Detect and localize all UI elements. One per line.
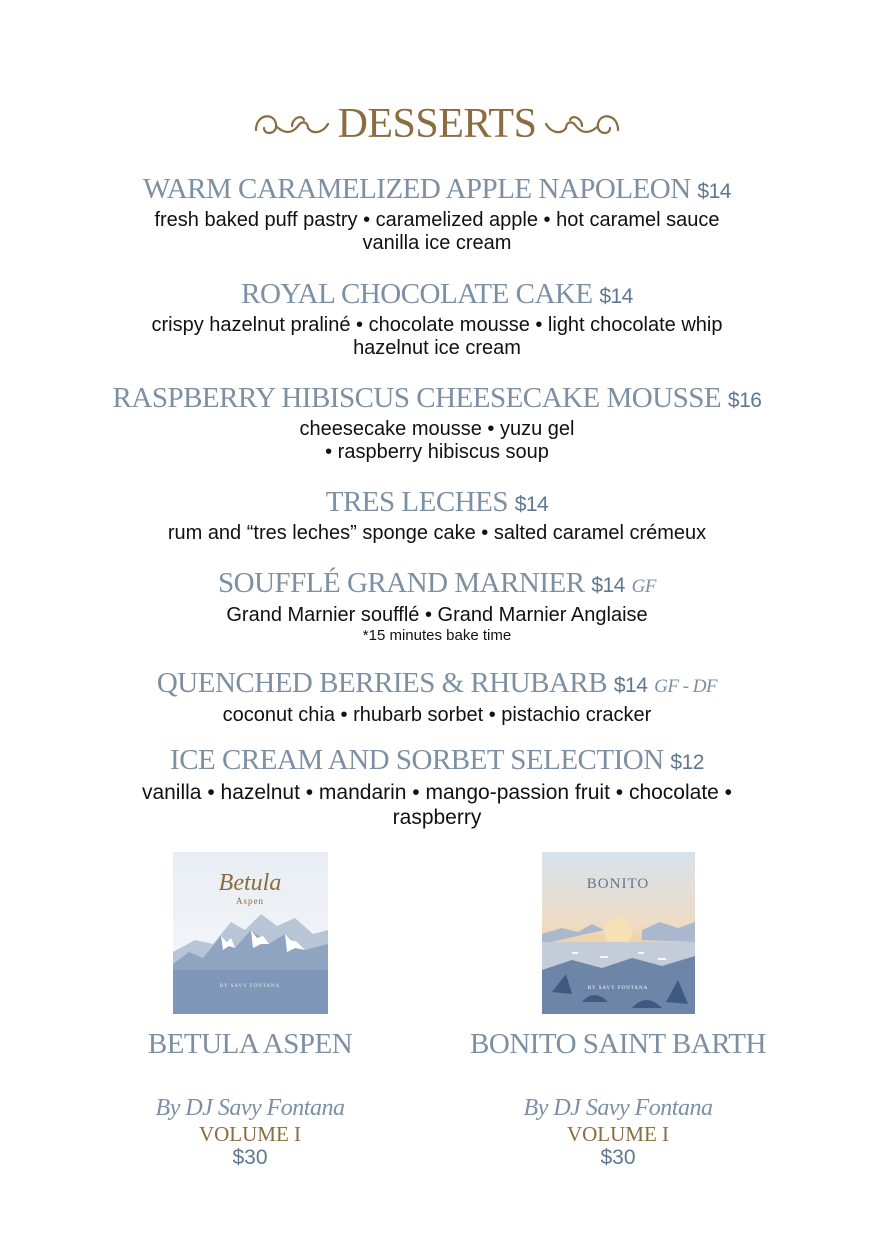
album-price: $30 — [232, 1146, 268, 1169]
dietary-tag: GF — [631, 576, 656, 597]
album-title: BONITO SAINT BARTH — [470, 1028, 766, 1060]
item-price: $14 — [599, 285, 633, 308]
album-cover — [173, 852, 328, 1014]
album-artist: By DJ Savy Fontana — [523, 1095, 713, 1121]
item-description: coconut chia • rhubarb sorbet • pistachio cracker — [222, 704, 652, 726]
album-title: BETULA ASPEN — [147, 1028, 353, 1060]
item-price: $14 — [514, 493, 549, 516]
cover-logo: BONITO — [586, 876, 650, 892]
album-betula — [90, 852, 410, 1170]
dietary-tag: GF - DF — [654, 676, 718, 697]
item-description: rum and “tres leches” sponge cake • salted caramel crémeux — [167, 522, 707, 544]
cover-credit: BY SAVY FONTANA — [219, 984, 281, 989]
menu-item — [0, 485, 874, 545]
item-note: *15 minutes bake time — [362, 627, 512, 644]
cover-subtitle: Aspen — [236, 896, 264, 906]
item-title: ROYAL CHOCOLATE CAKE — [241, 278, 593, 310]
item-description: cheesecake mousse • yuzu gel — [299, 418, 575, 440]
menu-item — [0, 666, 874, 727]
cover-logo: Betula — [218, 870, 282, 896]
item-title: WARM CARAMELIZED APPLE NAPOLEON — [143, 173, 691, 205]
item-description: raspberry — [392, 806, 482, 829]
album-artist: By DJ Savy Fontana — [155, 1095, 345, 1121]
menu-item — [0, 381, 874, 464]
item-title: SOUFFLÉ GRAND MARNIER — [218, 567, 585, 599]
menu-item — [0, 277, 874, 360]
cover-credit: BY SAVY FONTANA — [587, 986, 649, 991]
item-price: $14 — [613, 674, 648, 697]
item-price: $12 — [670, 751, 704, 774]
album-bonito — [448, 852, 788, 1170]
item-title: QUENCHED BERRIES & RHUBARB — [156, 667, 608, 699]
album-volume: VOLUME I — [566, 1122, 670, 1146]
item-description: hazelnut ice cream — [353, 337, 521, 359]
album-volume: VOLUME I — [198, 1122, 302, 1146]
album-cover — [542, 852, 695, 1014]
item-price: $16 — [727, 389, 762, 412]
menu-item — [0, 743, 874, 830]
item-title: RASPBERRY HIBISCUS CHEESECAKE MOUSSE — [112, 382, 722, 414]
item-description: vanilla ice cream — [362, 232, 512, 254]
item-title: TRES LECHES — [325, 486, 508, 518]
item-description: Grand Marnier soufflé • Grand Marnier Anglaise — [226, 604, 648, 626]
right-flourish-icon — [542, 104, 622, 144]
item-price: $14 — [697, 180, 731, 203]
menu-item — [0, 172, 874, 255]
left-flourish-icon — [252, 104, 332, 144]
page-title: DESSERTS — [337, 101, 537, 147]
item-description: fresh baked puff pastry • caramelized apple • hot caramel sauce — [154, 209, 720, 231]
menu-item — [0, 566, 874, 645]
item-description: vanilla • hazelnut • mandarin • mango-passion fruit • chocolate • — [141, 781, 733, 804]
item-description: • raspberry hibiscus soup — [325, 441, 549, 463]
menu-header — [0, 96, 874, 152]
item-price: $14 — [591, 574, 625, 597]
item-description: crispy hazelnut praliné • chocolate mousse • light chocolate whip — [151, 314, 723, 336]
album-price: $30 — [600, 1146, 636, 1169]
item-title: ICE CREAM AND SORBET SELECTION — [170, 744, 664, 776]
